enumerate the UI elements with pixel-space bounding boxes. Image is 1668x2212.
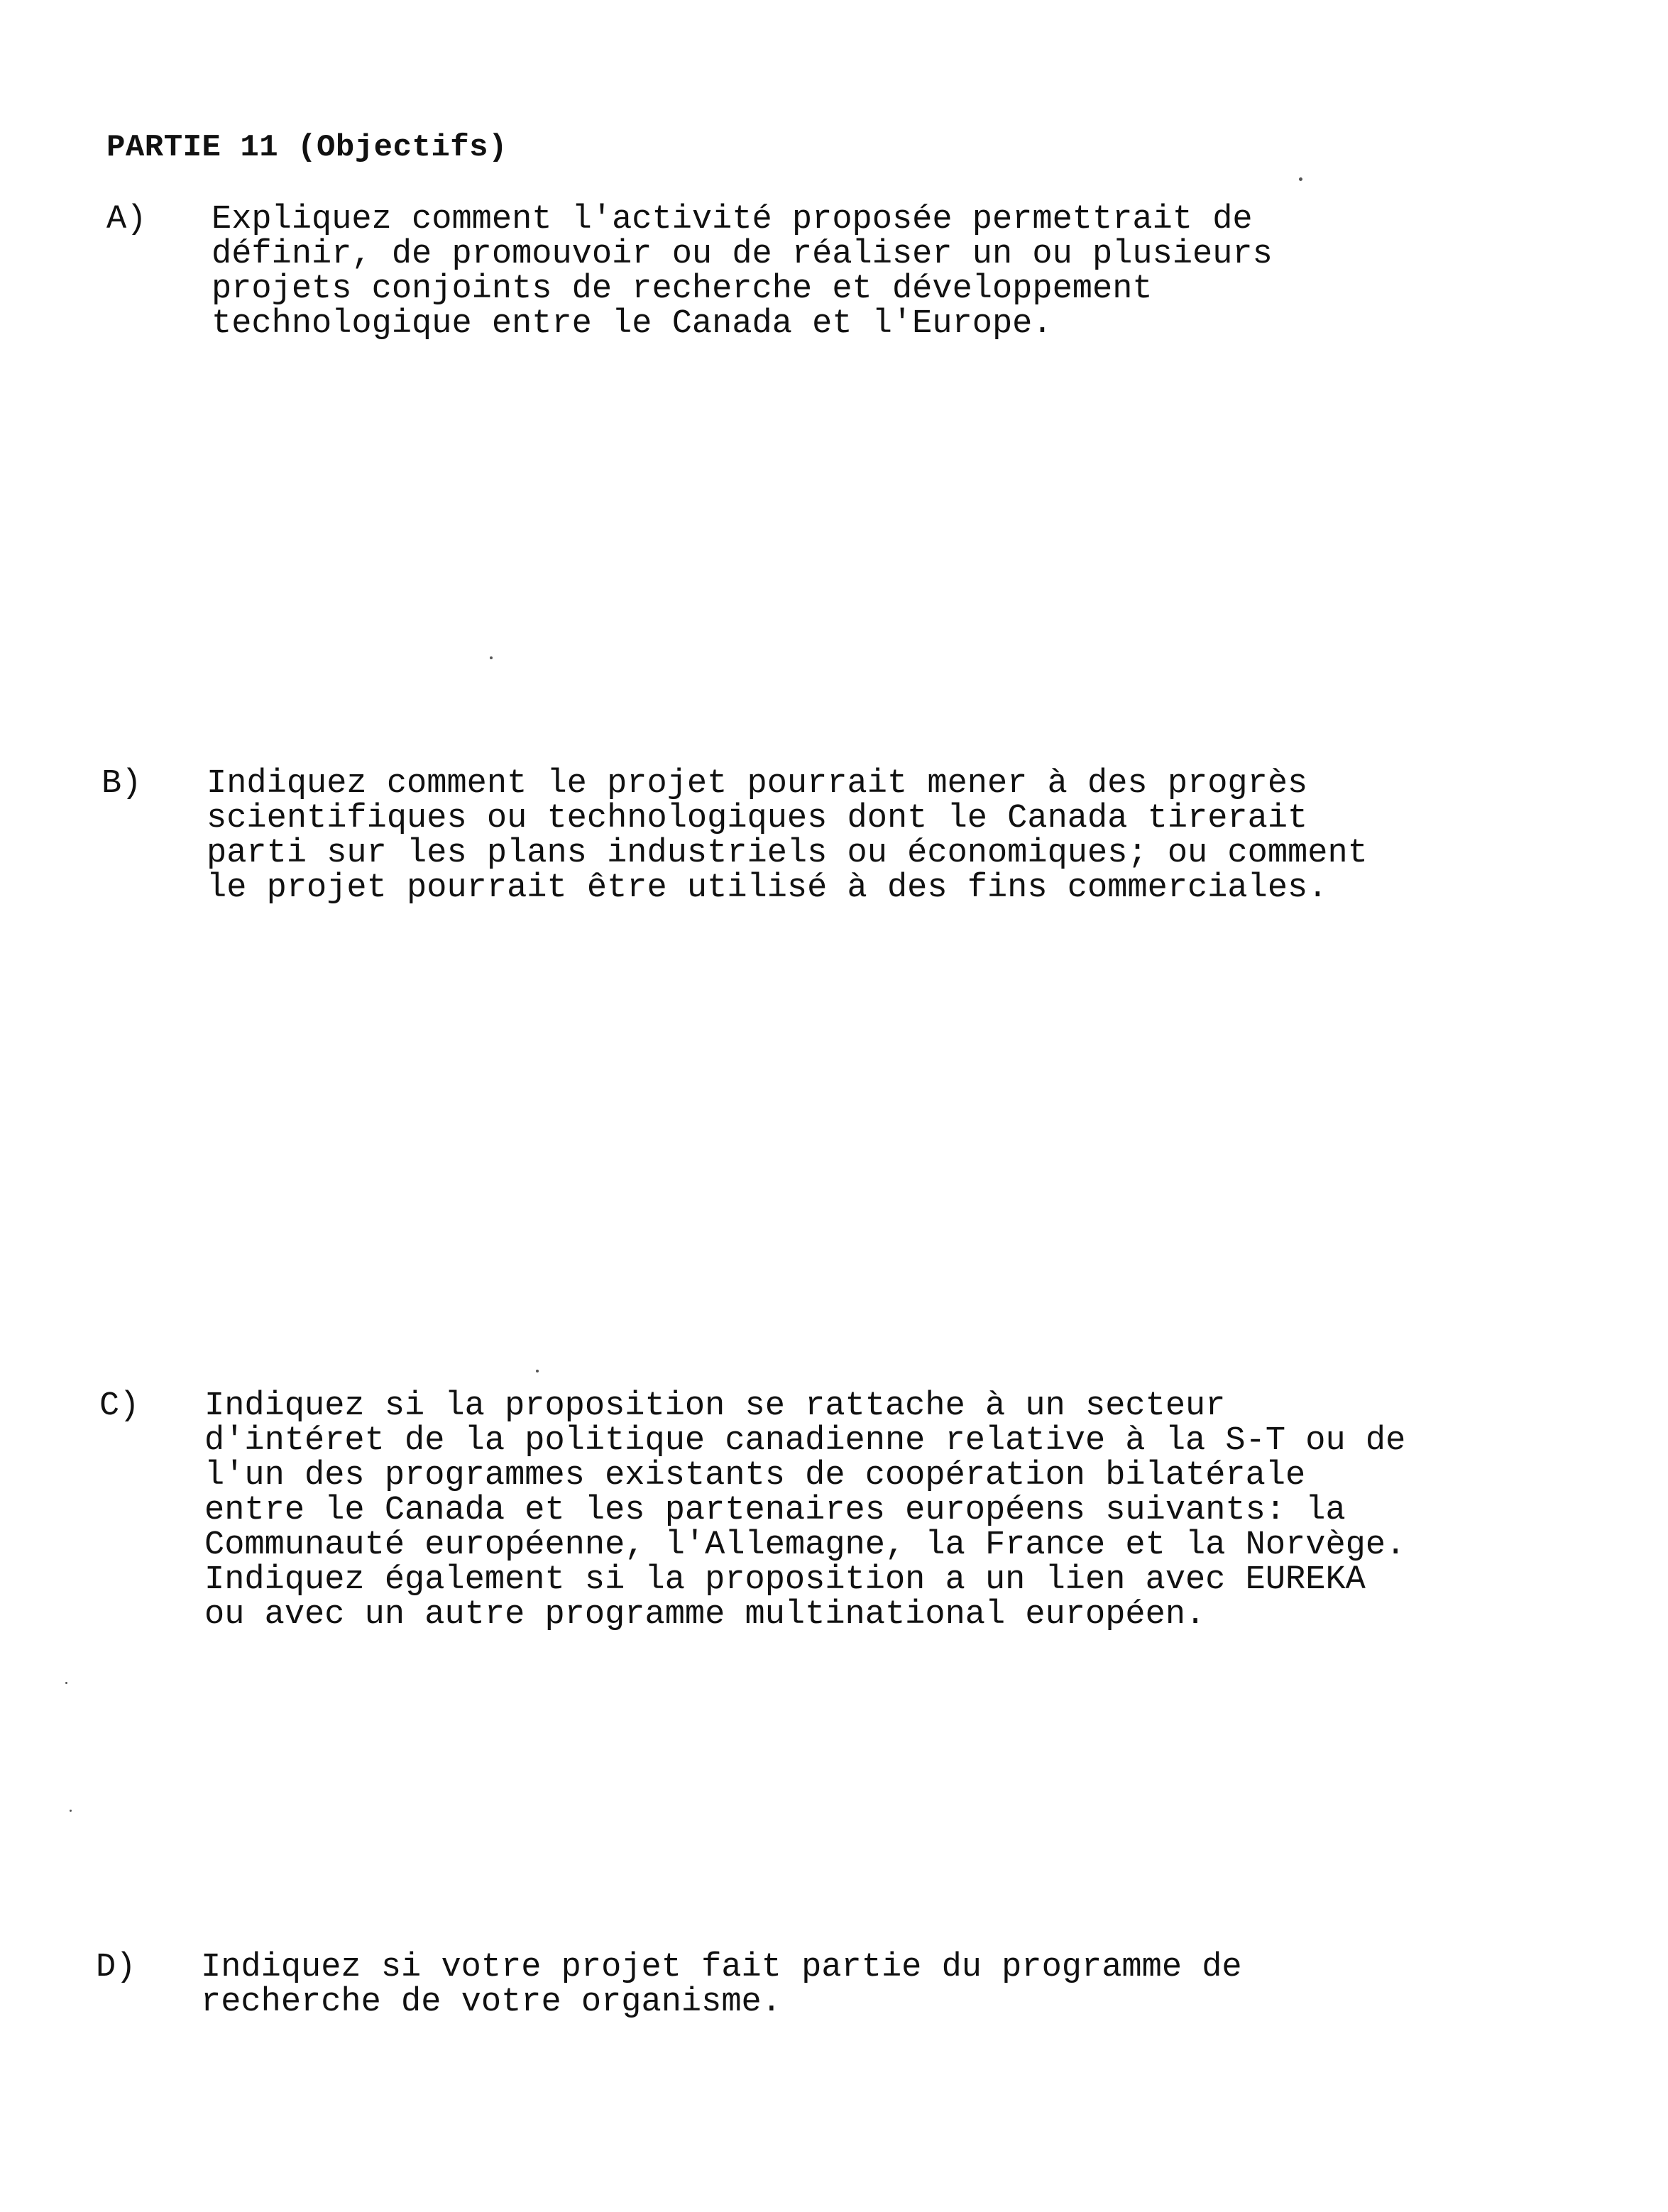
question-line: Indiquez si la proposition se rattache à un secteur — [204, 1387, 1226, 1425]
question-text — [201, 1950, 1242, 2020]
question-label: D) — [96, 1949, 136, 1986]
scan-speck — [490, 656, 493, 659]
scan-speck — [70, 1810, 72, 1812]
question-line: recherche de votre organisme. — [201, 1983, 781, 2021]
question-line: le projet pourrait être utilisé à des fins commerciales. — [207, 869, 1328, 907]
question-text — [204, 1389, 1405, 1632]
question-line: d'intéret de la politique canadienne relative à la S-T ou de — [204, 1422, 1406, 1460]
scan-speck — [1299, 177, 1302, 181]
question-line: scientifiques ou technologiques dont le Canada tirerait — [207, 800, 1308, 837]
question-line: définir, de promouvoir ou de réaliser un ou plusieurs — [212, 236, 1273, 273]
question-text — [207, 766, 1368, 906]
question-line: Indiquez également si la proposition a un lien avec EUREKA — [204, 1561, 1366, 1599]
question-label: A) — [106, 201, 147, 238]
question-line: Indiquez si votre projet fait partie du programme de — [201, 1949, 1242, 1986]
question-line: projets conjoints de recherche et développement — [212, 270, 1153, 308]
question-text — [212, 202, 1273, 341]
section-heading: PARTIE 11 (Objectifs) — [106, 130, 507, 165]
question-line: entre le Canada et les partenaires européens suivants: la — [204, 1492, 1346, 1529]
question-line: technologique entre le Canada et l'Europe. — [212, 305, 1053, 343]
question-line: Expliquez comment l'activité proposée permettrait de — [212, 201, 1253, 238]
question-label: C) — [99, 1387, 140, 1425]
question-line: parti sur les plans industriels ou économiques; ou comment — [207, 835, 1368, 872]
question-line: ou avec un autre programme multinational européen. — [204, 1596, 1206, 1634]
question-line: Communauté européenne, l'Allemagne, la France et la Norvège. — [204, 1526, 1406, 1564]
question-label: B) — [101, 765, 142, 803]
question-line: Indiquez comment le projet pourrait mener à des progrès — [207, 765, 1308, 803]
scan-speck — [536, 1370, 539, 1372]
scan-speck — [65, 1682, 67, 1684]
question-line: l'un des programmes existants de coopération bilatérale — [204, 1457, 1306, 1495]
